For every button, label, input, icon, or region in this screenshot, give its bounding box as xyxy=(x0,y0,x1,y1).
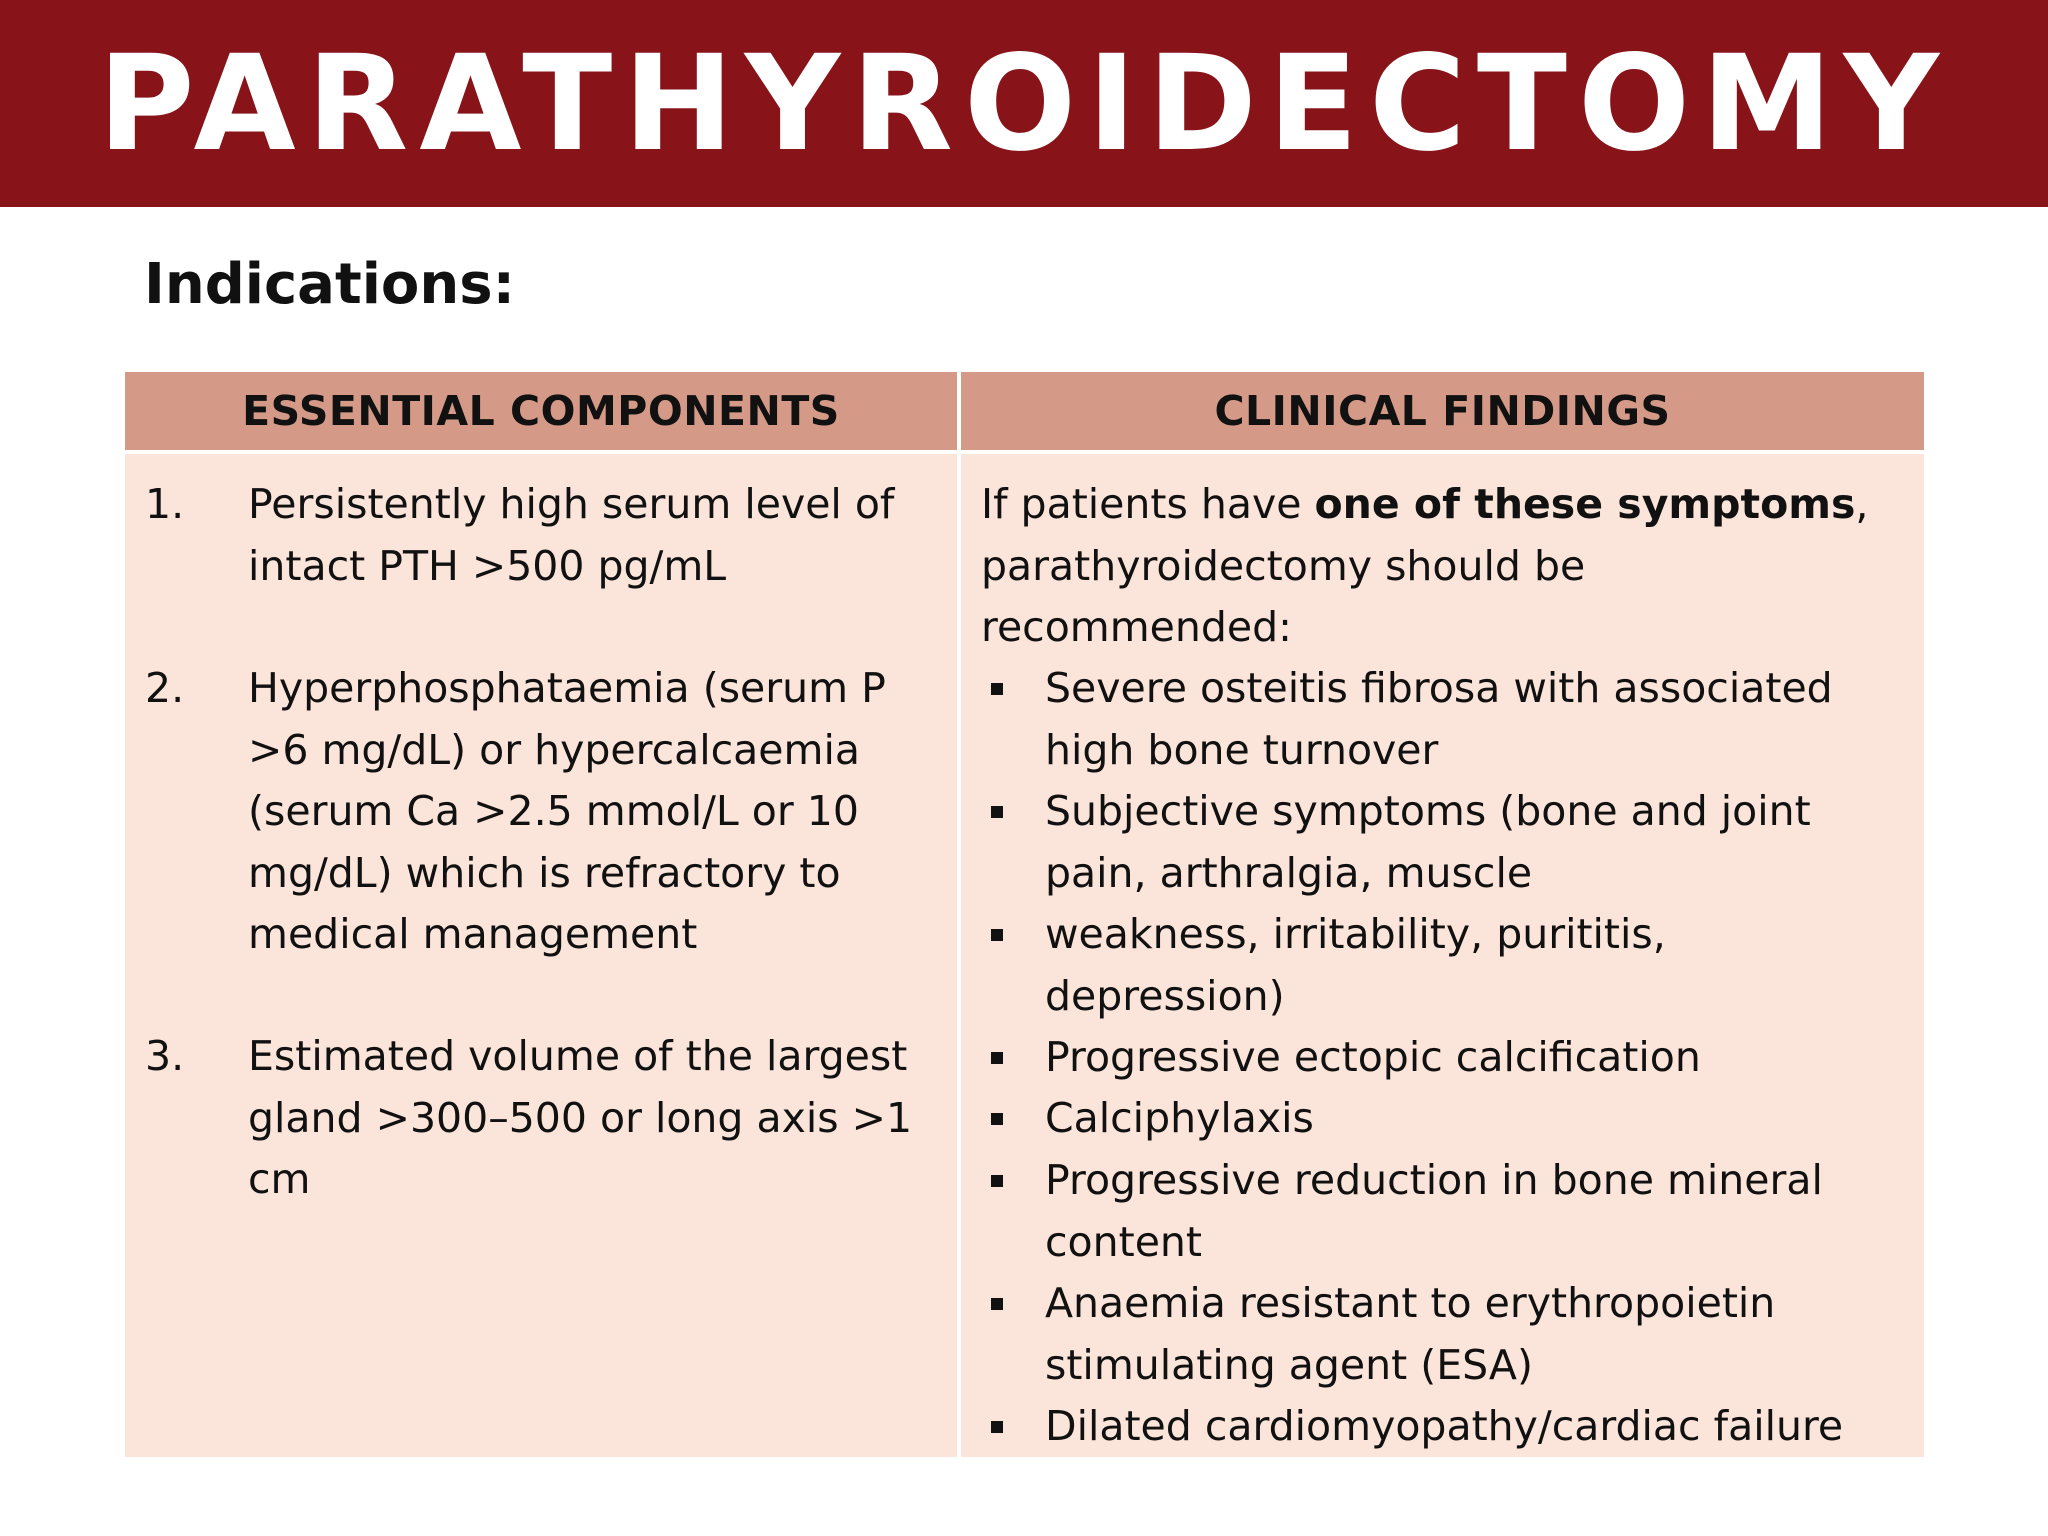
bullet-text xyxy=(1045,904,1915,1027)
item-text xyxy=(248,1026,948,1211)
bullet-text xyxy=(1045,1027,1915,1089)
intro-prefix: If patients have xyxy=(981,480,1315,528)
bullet-text xyxy=(1045,1150,1915,1273)
essential-components-header: ESSENTIAL COMPONENTS xyxy=(125,372,957,450)
item-number: 2. xyxy=(145,664,185,712)
clinical-findings-intro xyxy=(981,474,1911,659)
square-bullet-icon xyxy=(991,806,1003,818)
bullet-line: Progressive ectopic calcification xyxy=(1045,1033,1701,1081)
intro-emphasis: one of these symptoms xyxy=(1314,480,1856,528)
bullet-text xyxy=(1045,781,1915,904)
item-line: cm xyxy=(248,1155,311,1203)
item-line: Persistently high serum level of xyxy=(248,480,895,528)
bullet-line: Severe osteitis fibrosa with associated xyxy=(1045,664,1833,712)
square-bullet-icon xyxy=(991,929,1003,941)
square-bullet-icon xyxy=(991,1421,1003,1433)
square-bullet-icon xyxy=(991,1113,1003,1125)
bullet-line: weakness, irritability, purititis, xyxy=(1045,910,1666,958)
bullet-line: Progressive reduction in bone mineral xyxy=(1045,1156,1823,1204)
bullet-text xyxy=(1045,1088,1915,1150)
item-text xyxy=(248,658,948,966)
item-line: >6 mg/dL) or hypercalcaemia xyxy=(248,725,860,774)
square-bullet-icon xyxy=(991,1052,1003,1064)
square-bullet-icon xyxy=(991,1298,1003,1310)
intro-suffix: , xyxy=(1855,480,1869,528)
item-line: (serum Ca >2.5 mmol/L or 10 xyxy=(248,787,859,835)
indications-heading: Indications: xyxy=(144,252,515,317)
square-bullet-icon xyxy=(991,1175,1003,1187)
bullet-line: high bone turnover xyxy=(1045,725,1439,774)
intro-line: parathyroidectomy should be xyxy=(981,541,1586,590)
item-line: intact PTH >500 pg/mL xyxy=(248,541,727,590)
bullet-line: stimulating agent (ESA) xyxy=(1045,1340,1533,1389)
bullet-line: content xyxy=(1045,1217,1202,1266)
slide-title: PARATHYROIDECTOMY xyxy=(97,26,1951,181)
item-text xyxy=(248,474,948,597)
item-line: Estimated volume of the largest xyxy=(248,1032,908,1080)
item-line: Hyperphosphataemia (serum P xyxy=(248,664,886,712)
item-line: mg/dL) which is refractory to xyxy=(248,848,841,897)
bullet-line: Anaemia resistant to erythropoietin xyxy=(1045,1279,1776,1327)
clinical-findings-cell xyxy=(961,454,1924,1457)
item-line: medical management xyxy=(248,910,698,958)
indications-table xyxy=(125,372,1924,1457)
item-number: 1. xyxy=(145,480,185,528)
bullet-line: Dilated cardiomyopathy/cardiac failure xyxy=(1045,1402,1844,1450)
bullet-line: depression) xyxy=(1045,971,1285,1020)
bullet-text xyxy=(1045,658,1915,781)
bullet-text xyxy=(1045,1396,1915,1458)
item-number: 3. xyxy=(145,1032,185,1080)
intro-line: recommended: xyxy=(981,603,1292,651)
bullet-line: Calciphylaxis xyxy=(1045,1094,1314,1142)
essential-components-cell xyxy=(125,454,957,1457)
bullet-line: pain, arthralgia, muscle xyxy=(1045,848,1533,897)
title-bar xyxy=(0,0,2048,207)
bullet-text xyxy=(1045,1273,1915,1396)
square-bullet-icon xyxy=(991,683,1003,695)
bullet-line: Subjective symptoms (bone and joint xyxy=(1045,787,1811,835)
clinical-findings-header: CLINICAL FINDINGS xyxy=(961,372,1924,450)
item-line: gland >300–500 or long axis >1 xyxy=(248,1093,913,1142)
